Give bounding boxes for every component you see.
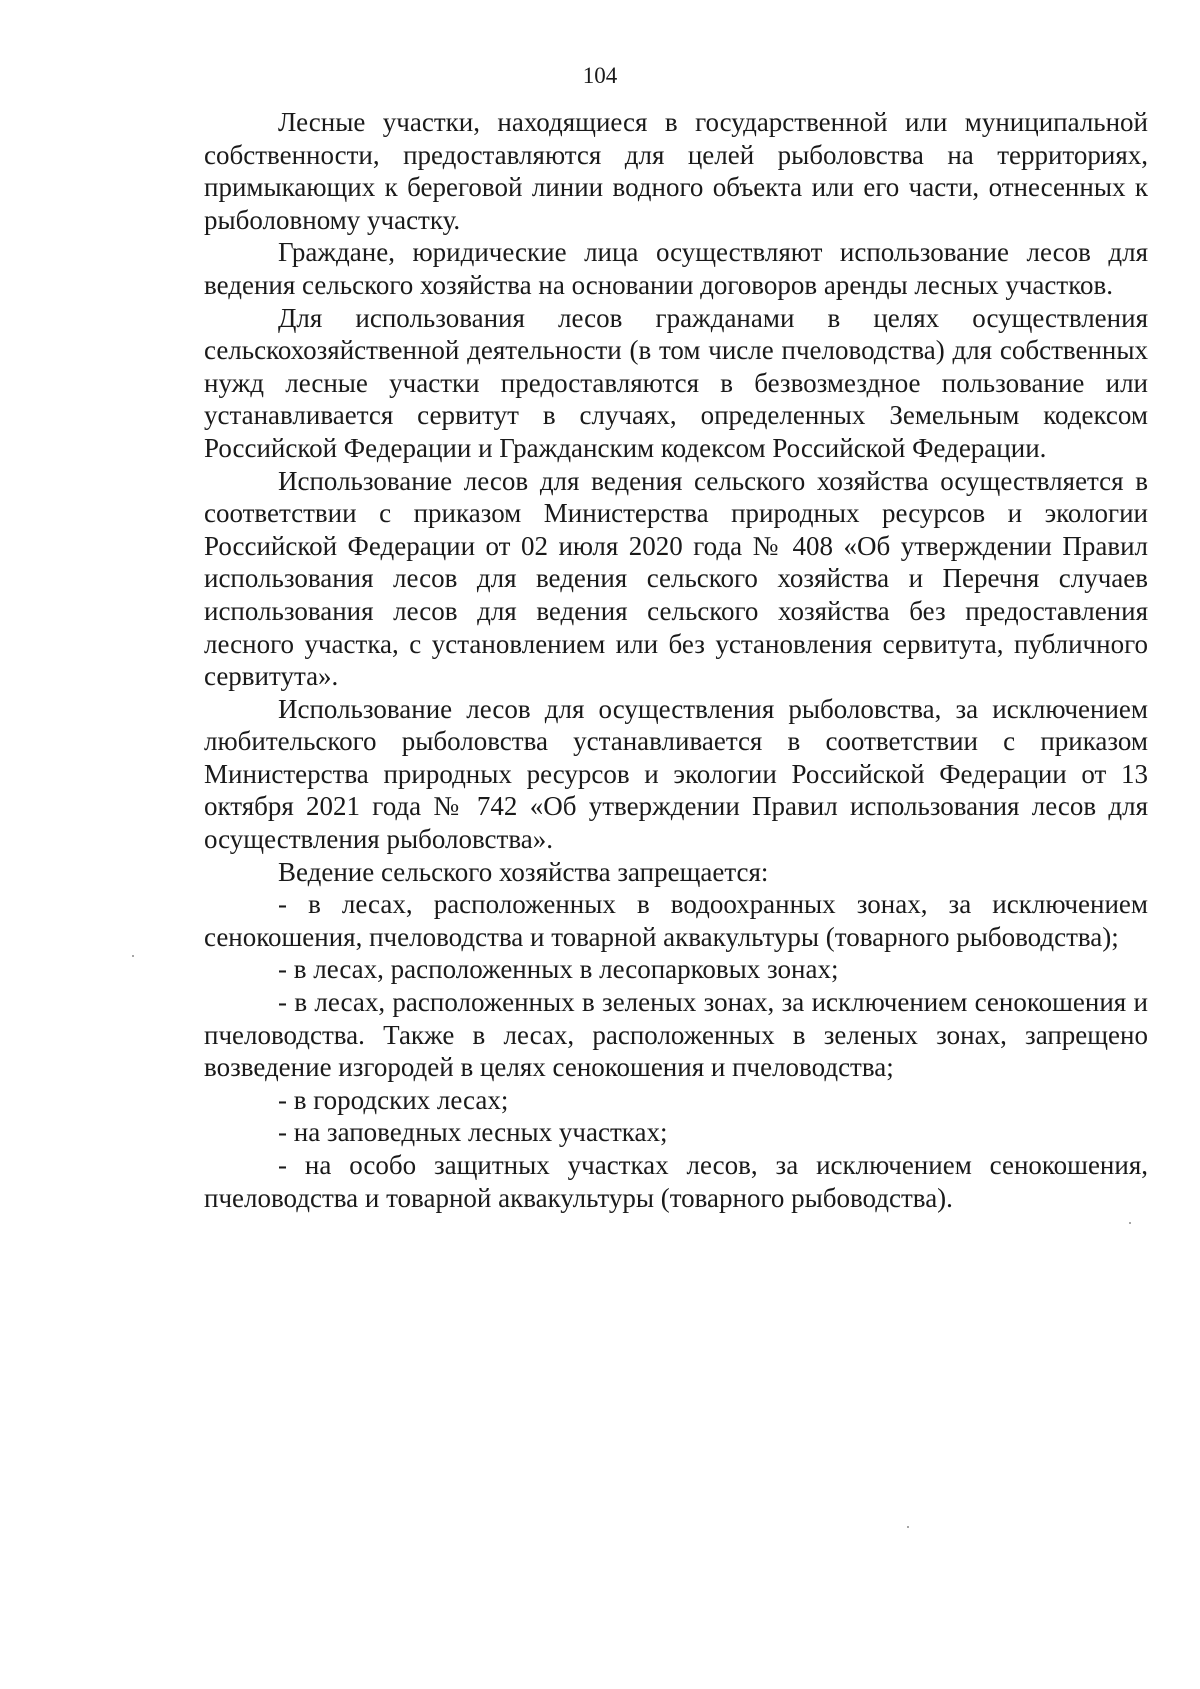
- list-item-forest-park-zones: - в лесах, расположенных в лесопарковых зонах;: [278, 954, 839, 985]
- paragraph-order-408: Использование лесов для ведения сельского хозяйства осуществляется в соответствии с приказом Министерства природных ресурсов и экологии Российской Федерации от 02 июля 2020 года № 408 «Об утверждении Правил использования лесов для ведения сельского хозяйства и Перечня случаев использования лесов для ведения сельского хозяйства без предоставления лесного участка, с установлением или без установления сервитута, публичного сервитута».: [204, 465, 1148, 692]
- list-item-city-forests: - в городских лесах;: [278, 1084, 509, 1115]
- paragraph-prohibition-intro: Ведение сельского хозяйства запрещается:: [278, 856, 769, 887]
- scan-speck: [132, 955, 134, 957]
- paragraph-forest-plots-fishing: Лесные участки, находящиеся в государственной или муниципальной собственности, предоставляются для целей рыболовства на территориях, примыкающих к береговой линии водного объекта или его части, отнесенных к рыболовному участку.: [204, 107, 1148, 235]
- document-body: [204, 106, 1148, 1214]
- list-item-reserved-plots: - на заповедных лесных участках;: [278, 1117, 668, 1148]
- scan-speck: [907, 1526, 909, 1528]
- paragraph-order-742: Использование лесов для осуществления рыболовства, за исключением любительского рыболовства устанавливается в соответствии с приказом Министерства природных ресурсов и экологии Российской Федерации от 13 октября 2021 года № 742 «Об утверждении Правил использования лесов для осуществления рыболовства».: [204, 693, 1148, 855]
- page-number: 104: [582, 63, 618, 88]
- scan-speck: [1129, 1222, 1131, 1224]
- paragraph-agriculture-lease: Граждане, юридические лица осуществляют использование лесов для ведения сельского хозяйства на основании договоров аренды лесных участков.: [204, 237, 1148, 300]
- paragraph-citizens-own-needs: Для использования лесов гражданами в целях осуществления сельскохозяйственной деятельности (в том числе пчеловодства) для собственных нужд лесные участки предоставляются в безвозмездное пользование или устанавливается сервитут в случаях, определенных Земельным кодексом Российской Федерации и Гражданским кодексом Российской Федерации.: [204, 302, 1148, 463]
- list-item-green-zones: - в лесах, расположенных в зеленых зонах, за исключением сенокошения и пчеловодства. Также в лесах, расположенных в зеленых зонах, запрещено возведение изгородей в целях сенокошения и пчеловодства;: [204, 987, 1148, 1083]
- list-item-protective-plots: - на особо защитных участках лесов, за исключением сенокошения, пчеловодства и товарной аквакультуры (товарного рыбоводства).: [204, 1150, 1148, 1213]
- list-item-water-protection-zones: - в лесах, расположенных в водоохранных зонах, за исключением сенокошения, пчеловодства и товарной аквакультуры (товарного рыбоводства);: [204, 889, 1148, 952]
